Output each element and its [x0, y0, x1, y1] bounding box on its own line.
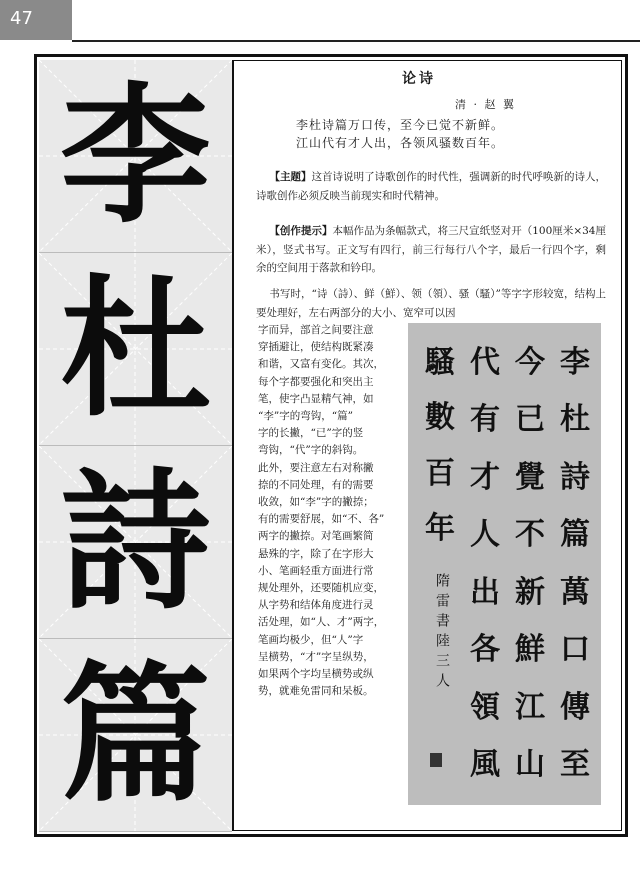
tips-wrap-line: 呈横势，“才”字呈纵势，	[258, 650, 374, 663]
work-char: 至	[560, 746, 590, 782]
tips-wrap-line: 如果两个字均呈横势或纵	[258, 668, 374, 680]
work-char: 新	[515, 574, 545, 610]
poem-title: 论诗	[402, 71, 436, 87]
tips-wrap-line: 从字势和结体角度进行灵	[258, 599, 374, 612]
work-char: 有	[470, 402, 500, 438]
work-char: 百	[425, 455, 455, 491]
work-char: 風	[470, 746, 500, 782]
work-column	[508, 341, 552, 787]
work-char: 才	[470, 459, 500, 495]
work-char: 不	[515, 517, 545, 553]
tips-wrap-line: 两字的撇捺。对笔画繁简	[258, 530, 374, 543]
calligraphy-column	[39, 60, 232, 831]
work-char: 數	[425, 400, 455, 436]
calligraphy-char: 李	[60, 68, 211, 244]
signature-inscription: 隋雷書陸三人	[434, 573, 450, 693]
tips-wrap-line: 势，就难免雷同和呆板。	[258, 685, 374, 698]
tips-wrap-line: 活处理，如“人、才”两字，	[258, 616, 385, 629]
calligraphy-work-photo	[408, 323, 601, 805]
work-char: 各	[470, 632, 500, 668]
seal-stamp	[430, 753, 442, 767]
calligraphy-cell	[39, 639, 232, 832]
tips-wrap-line: 收敛，如“李”字的撇捺；	[258, 496, 374, 508]
calligraphy-char: 杜	[60, 261, 211, 437]
tips-wrap-line: 捺的不同处理，有的需要	[258, 478, 374, 491]
work-char: 騷	[425, 345, 455, 380]
theme-paragraph	[256, 168, 606, 205]
tips-wrap-line: “李”字的弯钩，“篇”	[258, 410, 353, 422]
tips-wrap-line: 笔画均极少，但“人”字	[258, 633, 364, 646]
tips-wrap-line: 每个字都要强化和突出主	[258, 375, 374, 388]
work-char: 萬	[560, 574, 590, 610]
work-char: 口	[560, 632, 590, 668]
tips-wrap-line: 字的长撇，“已”字的竖	[258, 427, 364, 440]
poem-line: 李杜诗篇万口传，至今已觉不新鲜。	[296, 118, 505, 132]
calligraphy-char: 篇	[60, 647, 211, 823]
work-char: 杜	[560, 402, 590, 438]
work-char: 江	[515, 689, 545, 725]
tips-text-1: 本幅作品为条幅款式，将三尺宣纸竖对开（100厘米×34厘米），竖式书写。正文写有四行，前三行每行八个字，最后一行四个字，剩余的空间用于落款和钤印。	[256, 225, 607, 274]
tips-wrap-line: 悬殊的字，除了在字形大	[258, 547, 374, 560]
theme-text: 这首诗说明了诗歌创作的时代性，强调新的时代呼唤新的诗人，诗歌创作必须反映当前现实和时代精神。	[256, 171, 607, 202]
work-char: 傳	[560, 689, 590, 725]
page-number-tab	[0, 0, 72, 40]
work-char: 代	[470, 345, 500, 380]
page-number: 47	[10, 8, 33, 29]
work-column	[418, 341, 462, 551]
header-rule	[72, 40, 640, 42]
tips-wrap-line: 有的需要舒展，如“不、各”	[258, 513, 385, 526]
tips-paragraph-2	[256, 285, 606, 322]
work-char: 鮮	[515, 632, 545, 668]
tips-wrap-line: 穿插避让，使结构既紧凑	[258, 341, 374, 354]
work-char: 今	[515, 345, 545, 380]
tips-text-2: 书写时，“诗（詩）、鲜（鮮）、领（領）、骚（騷）”等字字形较宽，结构上要处理好，左右两部分的大小、宽窄可以因	[256, 288, 607, 319]
work-char: 已	[515, 402, 545, 438]
tips-tag: 【创作提示】	[269, 225, 333, 237]
calligraphy-cell	[39, 253, 232, 446]
tips-paragraph	[256, 222, 606, 278]
work-column	[463, 341, 507, 787]
work-column	[553, 341, 597, 787]
theme-tag: 【主题】	[269, 171, 312, 183]
work-char: 李	[560, 345, 590, 380]
tips-wrap-line: 笔，使字凸显精气神，如	[258, 392, 374, 405]
column-divider	[232, 60, 234, 831]
calligraphy-char: 詩	[60, 454, 211, 630]
calligraphy-cell	[39, 446, 232, 639]
tips-wrap-line: 字而异，部首之间要注意	[258, 324, 374, 336]
poem-line: 江山代有才人出，各领风骚数百年。	[296, 136, 505, 150]
calligraphy-cell	[39, 60, 232, 253]
work-char: 覺	[515, 459, 545, 495]
tips-wrap-line: 弯钩，“代”字的斜钩。	[258, 444, 364, 457]
tips-wrap-line: 和谐，又富有变化。其次，	[258, 358, 384, 371]
poem-author: 清 · 赵 翼	[455, 98, 516, 111]
work-char: 出	[470, 574, 500, 610]
work-char: 領	[470, 689, 500, 725]
work-char: 人	[470, 517, 500, 553]
tips-wrap-line: 规处理外，还要随机应变，	[258, 582, 384, 594]
work-char: 年	[425, 510, 455, 546]
tips-wrap-line: 小、笔画轻重方面进行常	[258, 564, 374, 577]
tips-wrap-line: 此外，要注意左右对称撇	[258, 461, 374, 474]
work-char: 山	[515, 746, 545, 782]
work-char: 詩	[560, 459, 590, 495]
work-char: 篇	[560, 517, 590, 553]
